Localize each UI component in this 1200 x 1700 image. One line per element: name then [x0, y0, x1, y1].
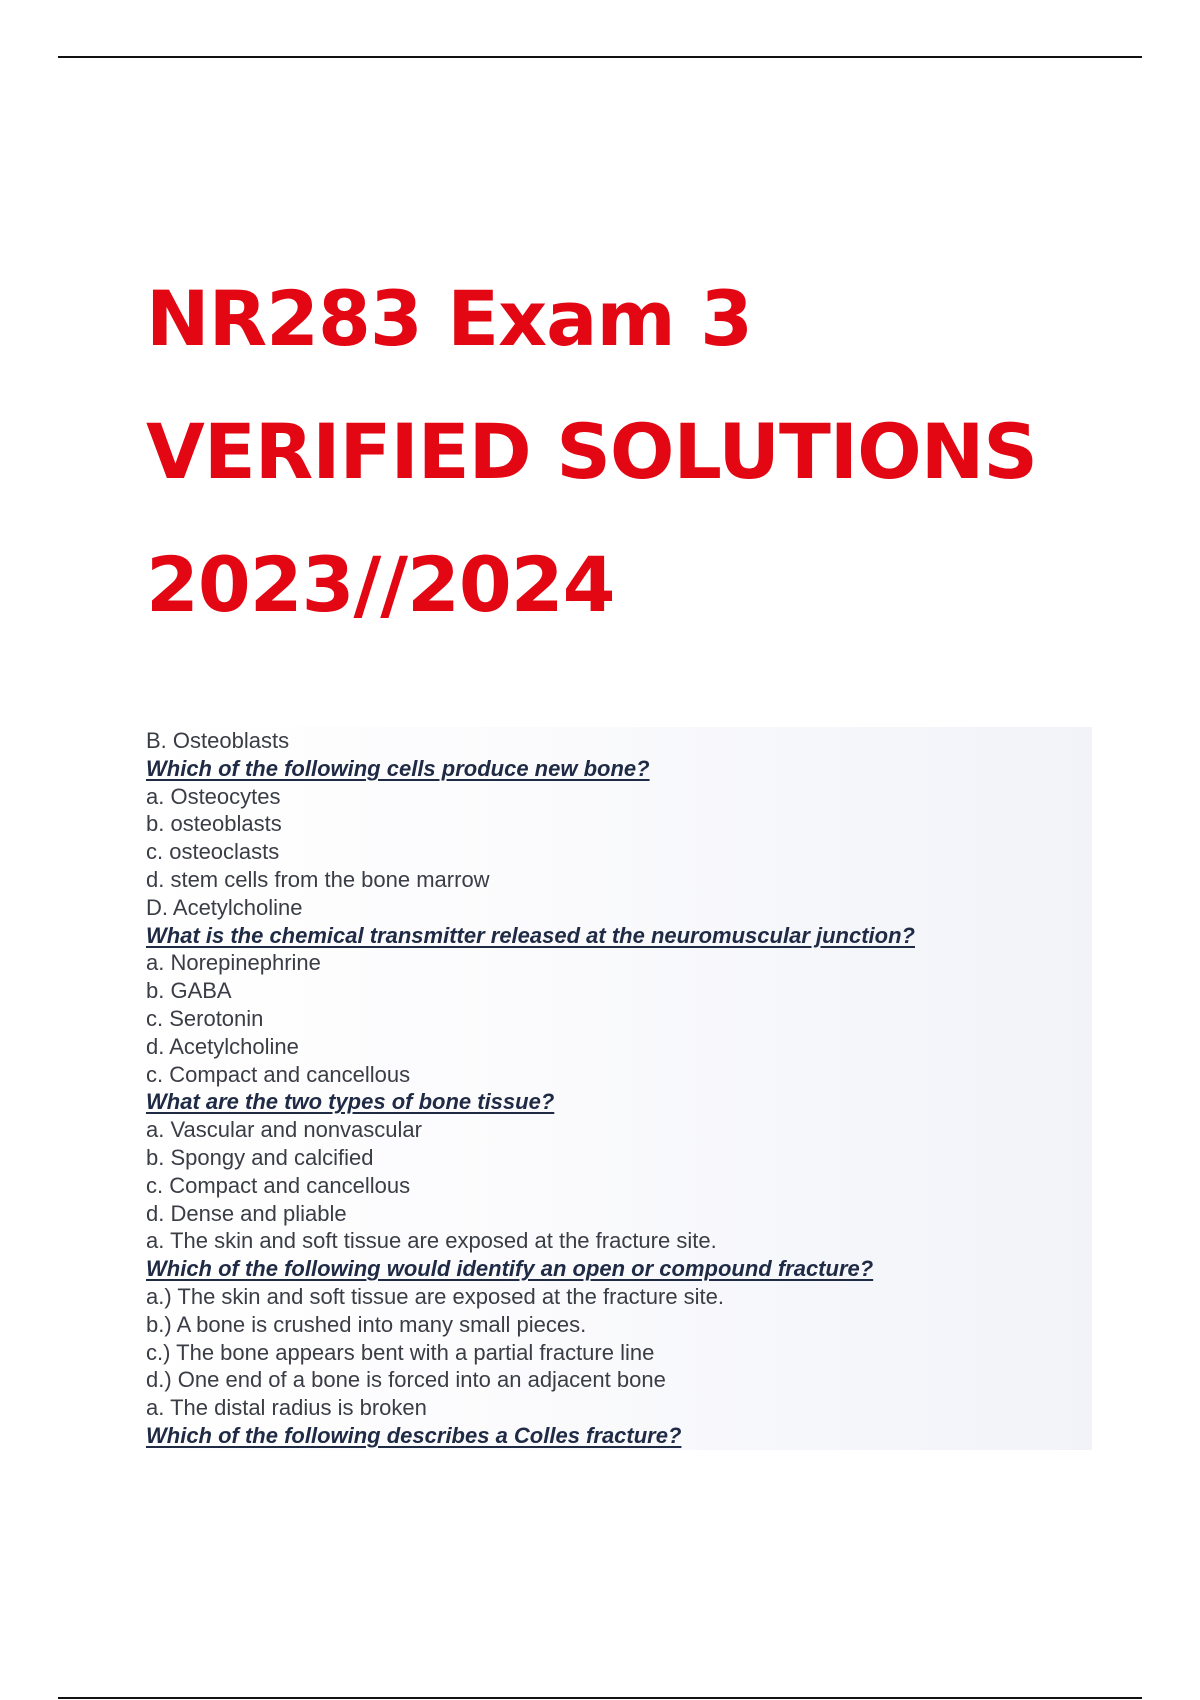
document-title	[146, 252, 1146, 651]
option-line: a.) The skin and soft tissue are exposed at the fracture site.	[146, 1283, 725, 1309]
question-line	[146, 755, 1092, 783]
option-line: d. Acetylcholine	[146, 1033, 299, 1059]
option-line: c.) The bone appears bent with a partial fracture line	[146, 1339, 655, 1365]
question-answer-list	[142, 727, 1092, 1450]
answer-line: B. Osteoblasts	[146, 728, 290, 753]
question-text: What are the two types of bone tissue?	[146, 1089, 555, 1115]
option-line: a. Vascular and nonvascular	[146, 1117, 422, 1143]
answer-line: a. The distal radius is broken	[146, 1395, 427, 1421]
question-text: Which of the following describes a Colles fracture?	[146, 1422, 682, 1448]
bottom-rule	[58, 1697, 1142, 1699]
question-line	[146, 922, 1092, 950]
option-line: d.) One end of a bone is forced into an adjacent bone	[146, 1367, 666, 1393]
option-line: b.) A bone is crushed into many small pieces.	[146, 1311, 587, 1337]
option-line: b. GABA	[146, 978, 232, 1004]
title-line-year: 2023//2024	[146, 540, 615, 629]
answer-line: c. Compact and cancellous	[146, 1061, 411, 1087]
option-line: c. osteoclasts	[146, 839, 280, 865]
question-text: Which of the following would identify an open or compound fracture?	[146, 1256, 874, 1282]
question-line	[146, 1255, 1092, 1283]
option-line: b. osteoblasts	[146, 811, 282, 837]
option-line: d. stem cells from the bone marrow	[146, 866, 490, 892]
question-text: Which of the following cells produce new bone?	[146, 755, 650, 781]
top-rule	[58, 56, 1142, 58]
option-line: a. Norepinephrine	[146, 950, 321, 976]
option-line: d. Dense and pliable	[146, 1200, 347, 1226]
title-line-solutions: VERIFIED SOLUTIONS	[146, 407, 1038, 496]
question-line	[146, 1088, 1092, 1116]
answer-line: D. Acetylcholine	[146, 894, 303, 920]
option-line: c. Serotonin	[146, 1005, 264, 1031]
answer-line: a. The skin and soft tissue are exposed at the fracture site.	[146, 1228, 717, 1254]
title-line-course: NR283 Exam 3	[146, 274, 752, 363]
question-line	[146, 1422, 1092, 1450]
question-text: What is the chemical transmitter released at the neuromuscular junction?	[146, 922, 915, 948]
option-line: a. Osteocytes	[146, 783, 281, 809]
option-line: b. Spongy and calcified	[146, 1144, 374, 1170]
option-line: c. Compact and cancellous	[146, 1172, 411, 1198]
